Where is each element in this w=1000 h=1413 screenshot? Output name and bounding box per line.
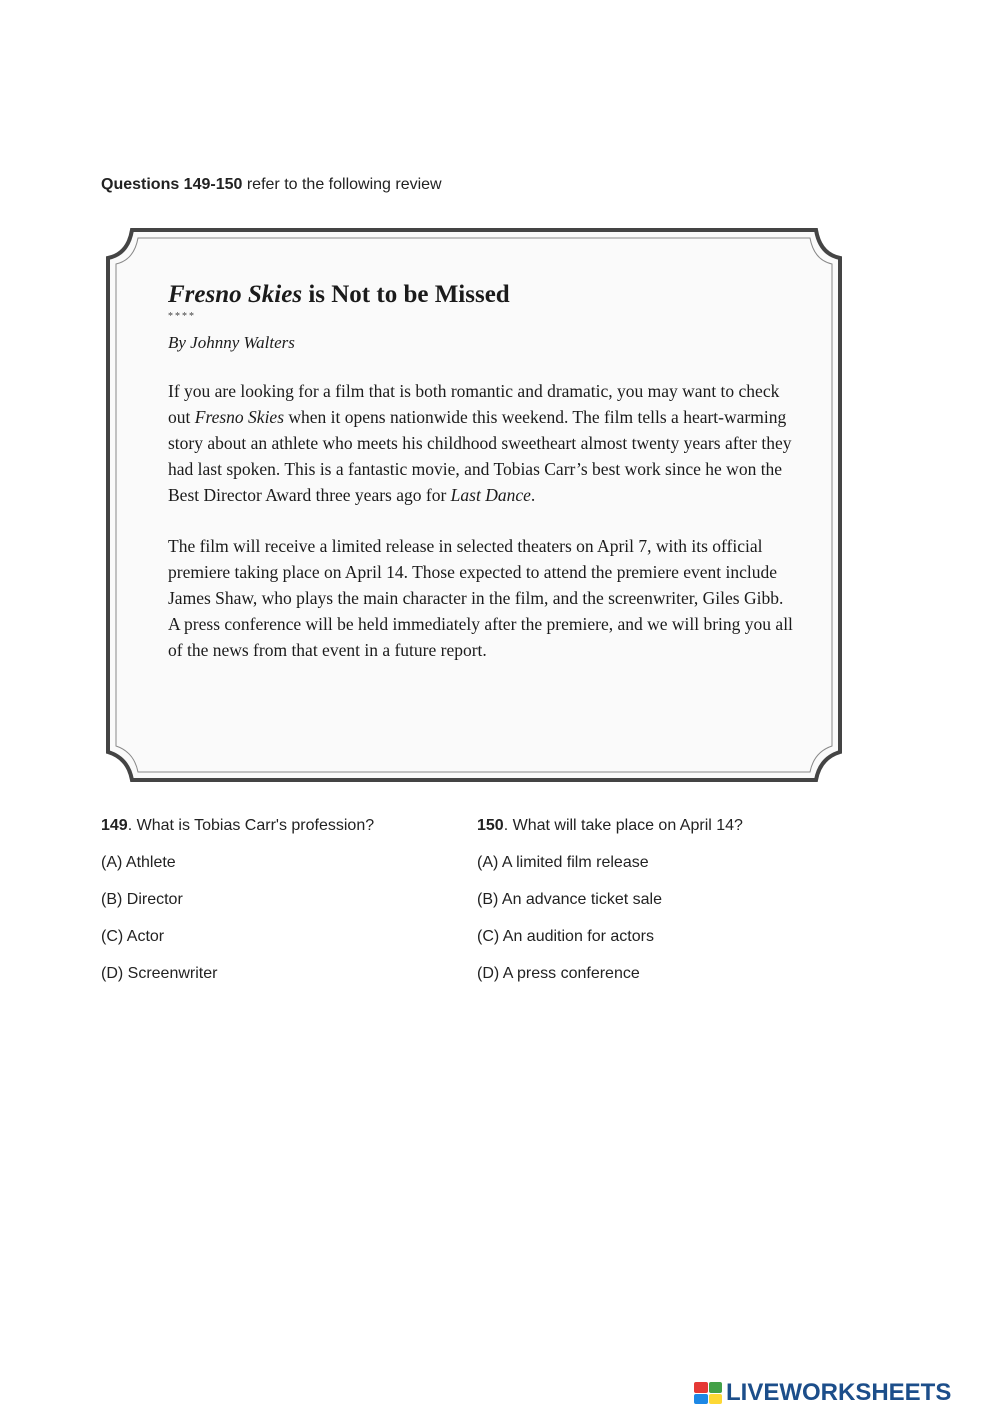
questions-range: Questions 149-150 bbox=[101, 176, 243, 193]
p1-part-e: . bbox=[530, 485, 536, 505]
logo-tile-3 bbox=[694, 1394, 708, 1405]
p1-last-dance-title: Last Dance bbox=[450, 485, 531, 505]
headline-film-title: Fresno Skies bbox=[168, 281, 303, 308]
liveworksheets-watermark bbox=[694, 1380, 951, 1406]
question-150-option-c[interactable]: (C) An audition for actors bbox=[477, 928, 654, 945]
question-150-option-d[interactable]: (D) A press conference bbox=[477, 965, 640, 982]
p1-part-a: If you are looking for a film that is both romantic and dramatic, you may want to check out bbox=[168, 381, 780, 427]
question-150-prompt bbox=[477, 814, 743, 838]
question-149-option-d[interactable]: (D) Screenwriter bbox=[101, 965, 218, 982]
review-article bbox=[168, 278, 798, 663]
intro-text: refer to the following review bbox=[242, 176, 442, 193]
p1-film-title: Fresno Skies bbox=[194, 407, 285, 427]
review-paragraph-1 bbox=[168, 378, 798, 508]
star-rating: **** bbox=[168, 311, 196, 322]
questions-intro bbox=[101, 176, 442, 194]
question-150-number: 150 bbox=[477, 817, 504, 834]
question-149-option-c[interactable]: (C) Actor bbox=[101, 928, 165, 945]
headline-rest: is Not to be Missed bbox=[302, 281, 510, 308]
byline: By Johnny Walters bbox=[168, 333, 295, 352]
question-149-option-b[interactable]: (B) Director bbox=[101, 891, 183, 908]
question-149-prompt bbox=[101, 814, 374, 838]
logo-tile-4 bbox=[709, 1394, 723, 1405]
logo-tile-1 bbox=[694, 1382, 708, 1393]
question-149 bbox=[101, 814, 374, 986]
watermark-text: LIVEWORKSHEETS bbox=[726, 1379, 952, 1406]
question-149-text: . What is Tobias Carr's profession? bbox=[127, 817, 375, 834]
logo-tile-2 bbox=[709, 1382, 723, 1393]
question-150-option-b[interactable]: (B) An advance ticket sale bbox=[477, 891, 662, 908]
question-150 bbox=[477, 814, 743, 986]
p1-part-c: when it opens nationwide this weekend. The film tells a heart-warming story about an athlete who meets his childhood sweetheart almost twenty years after they had last spoken. This is a fantastic movie, and Tobias Carr’s best work since he won the Best Director Award three years ago for bbox=[168, 407, 792, 505]
question-149-option-a[interactable]: (A) Athlete bbox=[101, 854, 176, 871]
question-150-text: . What will take place on April 14? bbox=[503, 817, 743, 834]
review-paragraph-2: The film will receive a limited release in selected theaters on April 7, with its official premiere taking place on April 14. Those expected to attend the premiere event include James Shaw, who plays the main character in the film, and the screenwriter, Giles Gibb. A press conference will be held immediately after the premiere, and we will bring you all of the news from that event in a future report. bbox=[168, 536, 793, 660]
question-149-number: 149 bbox=[101, 817, 128, 834]
question-150-option-a[interactable]: (A) A limited film release bbox=[477, 854, 649, 871]
liveworksheets-logo-icon bbox=[694, 1382, 722, 1404]
review-headline bbox=[168, 278, 798, 312]
